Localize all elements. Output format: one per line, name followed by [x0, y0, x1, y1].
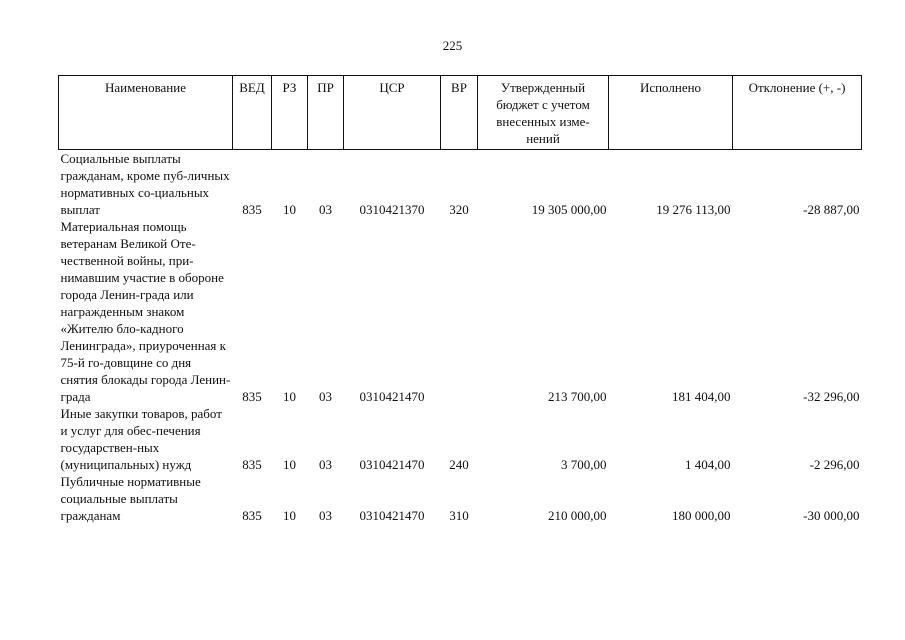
row-rz: 10 — [283, 202, 296, 217]
row-budget: 19 305 000,00 — [531, 202, 607, 217]
row-name: Иные закупки товаров, работ и услуг для обес-печения государствен-ных (муниципальных) нужд — [60, 406, 222, 472]
header-pr: ПР — [308, 76, 344, 150]
table-header-row — [59, 76, 862, 150]
header-rz: РЗ — [272, 76, 308, 150]
row-executed: 19 276 113,00 — [656, 202, 731, 217]
row-name: Материальная помощь ветеранам Великой Оте-чественной войны, при-нимавшим участие в обороне города Ленин-града или награжденным знаком «Жителю бло-кадного Ленинграда», приуроченная к 75-й го-довщине со дня снятия блокады города Ленин-града — [60, 219, 231, 404]
row-budget: 213 700,00 — [548, 389, 607, 404]
row-pr: 03 — [319, 202, 332, 217]
header-vr: ВР — [441, 76, 478, 150]
row-vr: 310 — [449, 508, 469, 523]
row-rz: 10 — [283, 508, 296, 523]
row-ved: 835 — [242, 202, 262, 217]
page-number: 225 — [442, 38, 463, 53]
row-vr: 240 — [449, 457, 469, 472]
row-name: Публичные нормативные социальные выплаты гражданам — [60, 474, 201, 523]
row-csr: 0310421470 — [359, 389, 425, 404]
row-executed: 181 404,00 — [672, 389, 731, 404]
row-pr: 03 — [319, 457, 332, 472]
row-budget: 3 700,00 — [561, 457, 607, 472]
header-ved: ВЕД — [233, 76, 272, 150]
row-executed: 1 404,00 — [685, 457, 731, 472]
row-budget: 210 000,00 — [548, 508, 607, 523]
row-name: Социальные выплаты гражданам, кроме пуб-личных нормативных со-циальных выплат — [60, 151, 230, 217]
row-executed: 180 000,00 — [672, 508, 731, 523]
header-name: Наименование — [59, 76, 233, 150]
row-csr: 0310421470 — [359, 457, 425, 472]
row-rz: 10 — [283, 389, 296, 404]
row-ved: 835 — [242, 457, 262, 472]
row-pr: 03 — [319, 508, 332, 523]
table-row — [59, 473, 862, 524]
row-vr — [441, 218, 478, 405]
header-deviation: Отклонение (+, -) — [733, 76, 862, 150]
row-ved: 835 — [242, 389, 262, 404]
row-pr: 03 — [319, 389, 332, 404]
header-budget: Утвержденный бюджет с учетом внесенных изме-нений — [478, 76, 609, 150]
row-deviation: -28 887,00 — [803, 202, 860, 217]
row-csr: 0310421370 — [359, 202, 425, 217]
row-rz: 10 — [283, 457, 296, 472]
table-row — [59, 150, 862, 219]
table-row — [59, 218, 862, 405]
row-ved: 835 — [242, 508, 262, 523]
row-deviation: -2 296,00 — [809, 457, 860, 472]
header-executed: Исполнено — [609, 76, 733, 150]
row-csr: 0310421470 — [359, 508, 425, 523]
budget-table — [58, 75, 862, 524]
table-row — [59, 405, 862, 473]
row-vr: 320 — [449, 202, 469, 217]
row-deviation: -30 000,00 — [803, 508, 860, 523]
row-deviation: -32 296,00 — [803, 389, 860, 404]
header-csr: ЦСР — [344, 76, 441, 150]
